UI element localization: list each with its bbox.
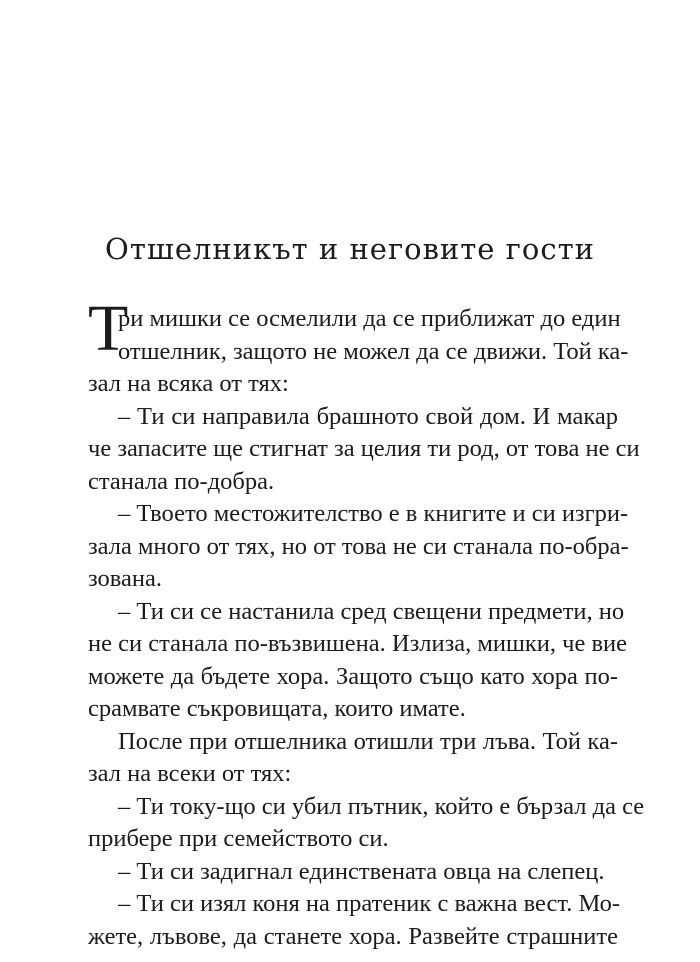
text-line: ри мишки се осмелили да се приближат до един	[118, 305, 621, 332]
text-line: отшелник, защото не можел да се движи. Той ка-	[118, 337, 629, 365]
body-text	[88, 303, 645, 953]
text-line: зована.	[88, 565, 163, 592]
text-line: зал на всеки от тях:	[88, 760, 292, 787]
text-line: зала много от тях, но от това не си станала по-обра-	[88, 532, 629, 560]
text-line: – Ти си задигнал единствената овца на слепец.	[118, 857, 605, 885]
text-line: срамвате съкровищата, които имате.	[88, 695, 466, 722]
text-line: прибере при семейството си.	[88, 825, 389, 852]
text-line: – Ти току-що си убил пътник, който е бързал да се	[118, 792, 645, 820]
text-line: – Твоето местожителство е в книгите и си изгри-	[118, 500, 629, 527]
text-line: станала по-добра.	[88, 467, 275, 495]
text-line: жете, лъвове, да станете хора. Развейте страшните	[88, 922, 618, 950]
drop-cap: Т	[88, 292, 129, 365]
text-line: – Ти си изял коня на пратеник с важна вест. Мо-	[118, 890, 621, 917]
text-line: После при отшелника отишли три лъва. Той ка-	[118, 727, 618, 755]
text-line: че запасите ще стигнат за целия ти род, от това не си	[88, 435, 640, 462]
text-line: зал на всяка от тях:	[88, 370, 289, 397]
text-line: не си станала по-възвишена. Излиза, мишки, че вие	[88, 630, 628, 657]
text-line: – Ти си се настанила сред свещени предмети, но	[118, 597, 625, 625]
text-line: – Ти си направила брашното свой дом. И макар	[118, 402, 618, 430]
chapter-title: Отшелникът и неговите гости	[105, 232, 595, 266]
text-line: можете да бъдете хора. Защото също като хора по-	[88, 662, 618, 690]
